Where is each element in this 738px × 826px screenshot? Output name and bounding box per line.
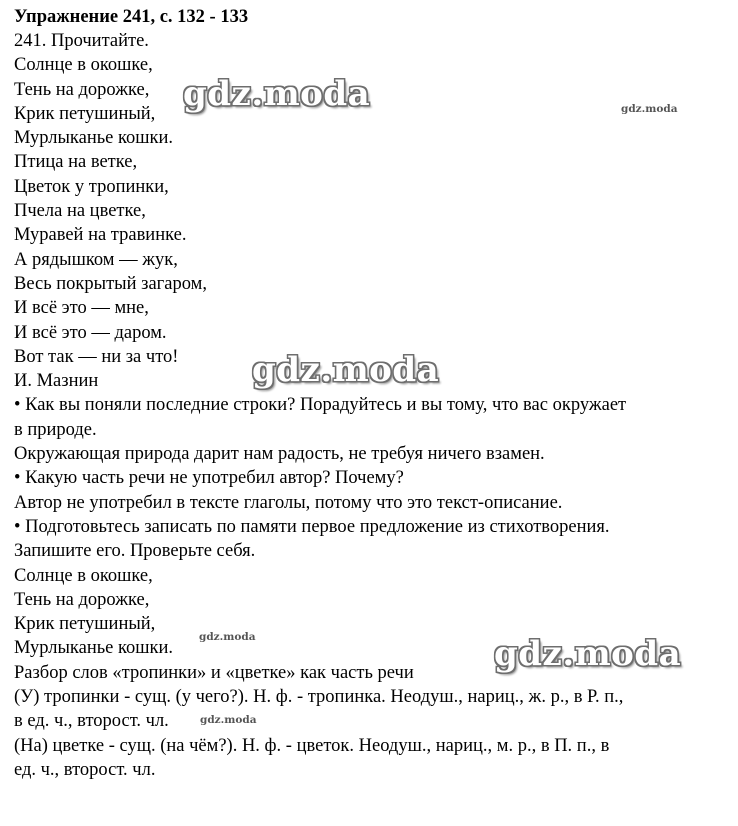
poem-line: Тень на дорожке, <box>14 79 150 100</box>
poem-line: Птица на ветке, <box>14 152 138 173</box>
analysis-heading: Разбор слов «тропинки» и «цветке» как часть речи <box>14 662 414 683</box>
exercise-title: Упражнение 241, с. 132 - 133 <box>14 7 249 27</box>
poem-line: А рядышком — жук, <box>14 249 178 270</box>
poem-line: Цветок у тропинки, <box>14 176 169 197</box>
answer-line: Тень на дорожке, <box>14 589 150 610</box>
answer-line: Солнце в окошке, <box>14 565 153 586</box>
question-line: • Как вы поняли последние строки? Порадуйтесь и вы тому, что вас окружает <box>14 395 627 416</box>
answer-line: Мурлыканье кошки. <box>14 638 174 659</box>
poem-line: Мурлыканье кошки. <box>14 128 174 149</box>
analysis-line: (У) тропинки - сущ. (у чего?). Н. ф. - тропинка. Неодуш., нариц., ж. р., в Р. п., <box>14 687 624 708</box>
watermark-small: gdz.moda <box>199 631 256 643</box>
watermark-small: gdz.moda <box>200 714 257 726</box>
answer-line: Окружающая природа дарит нам радость, не требуя ничего взамен. <box>14 444 545 465</box>
poem-line: Крик петушиный, <box>14 103 156 124</box>
poem-line: Пчела на цветке, <box>14 201 146 222</box>
analysis-line: в ед. ч., второст. чл. <box>14 711 169 732</box>
watermark-logo: gdz.moda <box>183 74 371 114</box>
poem-line: И всё это — даром. <box>14 322 167 343</box>
question-line: • Подготовьтесь записать по памяти первое предложение из стихотворения. <box>14 516 610 537</box>
poem-line: Вот так — ни за что! <box>14 346 179 367</box>
poem-line: Весь покрытый загаром, <box>14 273 207 294</box>
poem-line: И всё это — мне, <box>14 298 149 319</box>
analysis-line: (На) цветке - сущ. (на чём?). Н. ф. - цветок. Неодуш., нариц., м. р., в П. п., в <box>14 735 610 756</box>
watermark-small: gdz.moda <box>621 103 678 115</box>
question-line: Запишите его. Проверьте себя. <box>14 541 256 562</box>
question-line: • Какую часть речи не употребил автор? Почему? <box>14 468 404 489</box>
poem-author: И. Мазнин <box>14 371 99 392</box>
answer-line: Крик петушиный, <box>14 614 156 635</box>
poem-line: Солнце в окошке, <box>14 55 153 76</box>
watermark-logo: gdz.moda <box>494 634 682 674</box>
analysis-line: ед. ч., второст. чл. <box>14 759 156 780</box>
answer-line: Автор не употребил в тексте глаголы, потому что это текст-описание. <box>14 492 563 513</box>
question-line: в природе. <box>14 419 97 440</box>
text-line: 241. Прочитайте. <box>14 31 149 51</box>
poem-line: Муравей на травинке. <box>14 225 187 246</box>
watermark-logo: gdz.moda <box>252 350 440 390</box>
